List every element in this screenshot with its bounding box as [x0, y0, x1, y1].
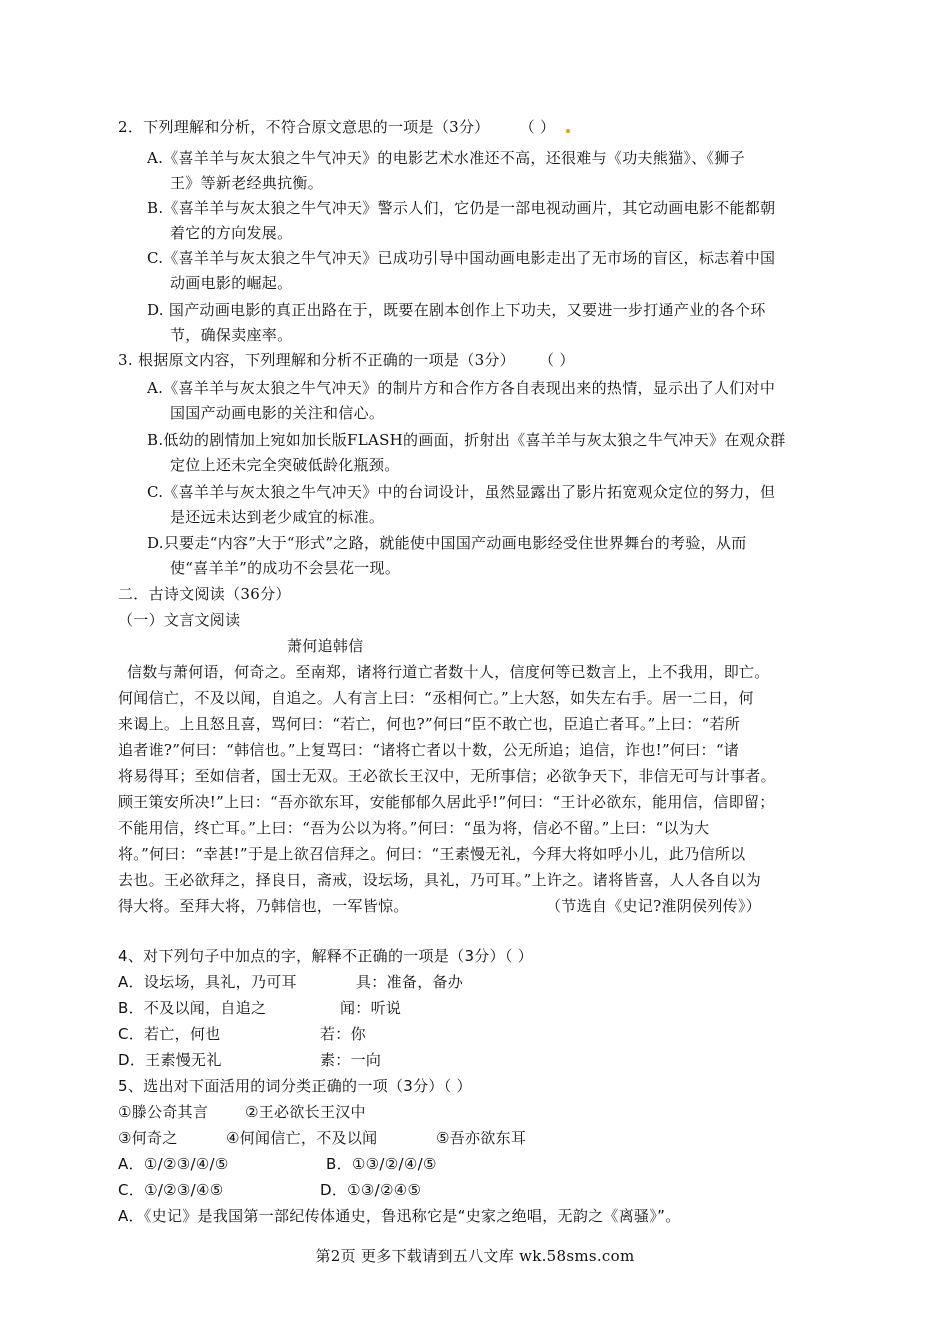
q3-option-a-line1: A.《喜羊羊与灰太狼之牛气冲天》的制片方和合作方各自表现出来的热情，显示出了人们对中: [147, 379, 776, 397]
q3-option-c-line1: C.《喜羊羊与灰太狼之牛气冲天》中的台词设计，虽然显露出了影片拓宽观众定位的努力，但: [147, 483, 776, 501]
q5-item-1: ①滕公奇其言: [118, 1103, 209, 1121]
page-footer: 第2页 更多下载请到五八文库 wk.58sms.com: [315, 1247, 635, 1265]
q4-option-c-explanation: 若：你: [320, 1025, 366, 1043]
q5-item-3: ③何奇之: [118, 1129, 178, 1147]
q4-stem: 4、对下列句子中加点的字，解释不正确的一项是（3分）（ ）: [118, 947, 534, 965]
q4-option-b: B．不及以闻，自追之: [118, 999, 267, 1017]
q2-option-a-line2: 王》等新老经典抗衡。: [170, 174, 324, 192]
passage-line: 信数与萧何语，何奇之。至南郑，诸将行道亡者数十人，信度何等已数言上，上不我用，即亡。: [127, 663, 770, 681]
q5-item-4: ④何闻信亡，不及以闻: [226, 1129, 378, 1147]
q3-stem: 3. 根据原文内容，下列理解和分析不正确的一项是（3分） （ ）: [118, 351, 575, 369]
passage-title: 萧何追韩信: [287, 637, 364, 655]
q4-option-d: D．王素慢无礼: [118, 1051, 222, 1069]
q2-option-d-line2: 节，确保卖座率。: [170, 326, 293, 344]
q5-item-2: ②王必欲长王汉中: [245, 1103, 366, 1121]
passage-line: 追者谁?”何曰：“韩信也。”上复骂曰：“诸将亡者以十数，公无所追；追信，诈也!”何曰：“诸: [118, 741, 740, 759]
q2-option-c-line2: 动画电影的崛起。: [170, 274, 293, 292]
q4-option-a: A．设坛场，具礼，乃可耳: [118, 973, 297, 991]
q4-option-a-explanation: 具：准备，备办: [356, 973, 464, 991]
passage-last-line: 得大将。至拜大将，乃韩信也，一军皆惊。: [118, 897, 409, 915]
q6-option-a: A．《史记》是我国第一部纪传体通史，鲁迅称它是“史家之绝唱，无韵之《离骚》”。: [118, 1207, 681, 1225]
q5-item-5: ⑤吾亦欲东耳: [436, 1129, 527, 1147]
q3-option-d-line2: 使“喜羊羊”的成功不会昙花一现。: [170, 559, 401, 577]
q5-option-c: C．①/②③/④⑤: [118, 1181, 224, 1199]
q3-option-c-line2: 是还远未达到老少咸宜的标准。: [170, 508, 385, 526]
passage-line: 将易得耳；至如信者，国士无双。王必欲长王汉中，无所事信；必欲争天下，非信无可与计事者。: [118, 767, 776, 785]
q3-option-a-line2: 国国产动画电影的关注和信心。: [170, 404, 385, 422]
q2-mark-dot: [566, 129, 570, 133]
q5-stem: 5、选出对下面活用的词分类正确的一项（3分）（ ）: [118, 1077, 472, 1095]
section2-heading: 二．古诗文阅读（36分）: [118, 585, 291, 603]
q2-option-c-line1: C.《喜羊羊与灰太狼之牛气冲天》已成功引导中国动画电影走出了无市场的盲区，标志着中国: [147, 249, 776, 267]
passage-line: 来谒上。上且怒且喜，骂何曰：“若亡，何也?”何曰“臣不敢亡也，臣追亡者耳。”上曰：“若所: [118, 715, 741, 733]
q5-option-a: A．①/②③/④/⑤: [118, 1155, 229, 1173]
q3-option-b-line1: B.低幼的剧情加上宛如加长版FLASH的画面，折射出《喜羊羊与灰太狼之牛气冲天》在观众群: [147, 431, 786, 449]
q4-option-d-explanation: 素：一向: [320, 1051, 382, 1069]
q2-stem: 2．下列理解和分析，不符合原文意思的一项是（3分） （ ）: [118, 118, 556, 136]
q4-option-c: C．若亡，何也: [118, 1025, 221, 1043]
q2-option-b-line2: 着它的方向发展。: [170, 224, 293, 242]
q5-option-b: B．①③/②/④/⑤: [326, 1155, 437, 1173]
q2-option-a-line1: A.《喜羊羊与灰太狼之牛气冲天》的电影艺术水准还不高，还很难与《功夫熊猫》、《狮子: [147, 149, 745, 167]
q3-option-b-line2: 定位上还未完全突破低龄化瓶颈。: [170, 456, 400, 474]
q2-option-b-line1: B.《喜羊羊与灰太狼之牛气冲天》警示人们，它仍是一部电视动画片，其它动画电影不能都朝: [147, 199, 776, 217]
passage-source: （节选自《史记?淮阴侯列传》）: [546, 897, 762, 915]
q2-option-d-line1: D. 国产动画电影的真正出路在于，既要在剧本创作上下功夫，又要进一步打通产业的各个环: [147, 301, 766, 319]
passage-line: 去也。王必欲拜之，择良日，斋戒，设坛场，具礼，乃可耳。”上许之。诸将皆喜，人人各自以为: [118, 871, 762, 889]
passage-line: 不能用信，终亡耳。”上曰：“吾为公以为将。”何曰：“虽为将，信必不留。”上曰：“以为大: [118, 819, 710, 837]
q4-option-b-explanation: 闻：听说: [340, 999, 402, 1017]
q5-option-d: D．①③/②④⑤: [320, 1181, 422, 1199]
q3-option-d-line1: D.只要走“内容”大于“形式”之路，就能使中国国产动画电影经受住世界舞台的考验，从而: [147, 534, 747, 552]
passage-line: 将。”何曰：“幸甚!”于是上欲召信拜之。何曰：“王素慢无礼，今拜大将如呼小儿，此乃信所以: [118, 845, 746, 863]
section2-subheading: （一）文言文阅读: [118, 611, 241, 629]
passage-line: 顾王策安所决!”上曰：“吾亦欲东耳，安能郁郁久居此乎!”何曰：“王计必欲东，能用信，信即留；: [118, 793, 775, 811]
passage-line: 何闻信亡，不及以闻，自追之。人有言上曰：“丞相何亡。”上大怒，如失左右手。居一二日，何: [118, 689, 754, 707]
